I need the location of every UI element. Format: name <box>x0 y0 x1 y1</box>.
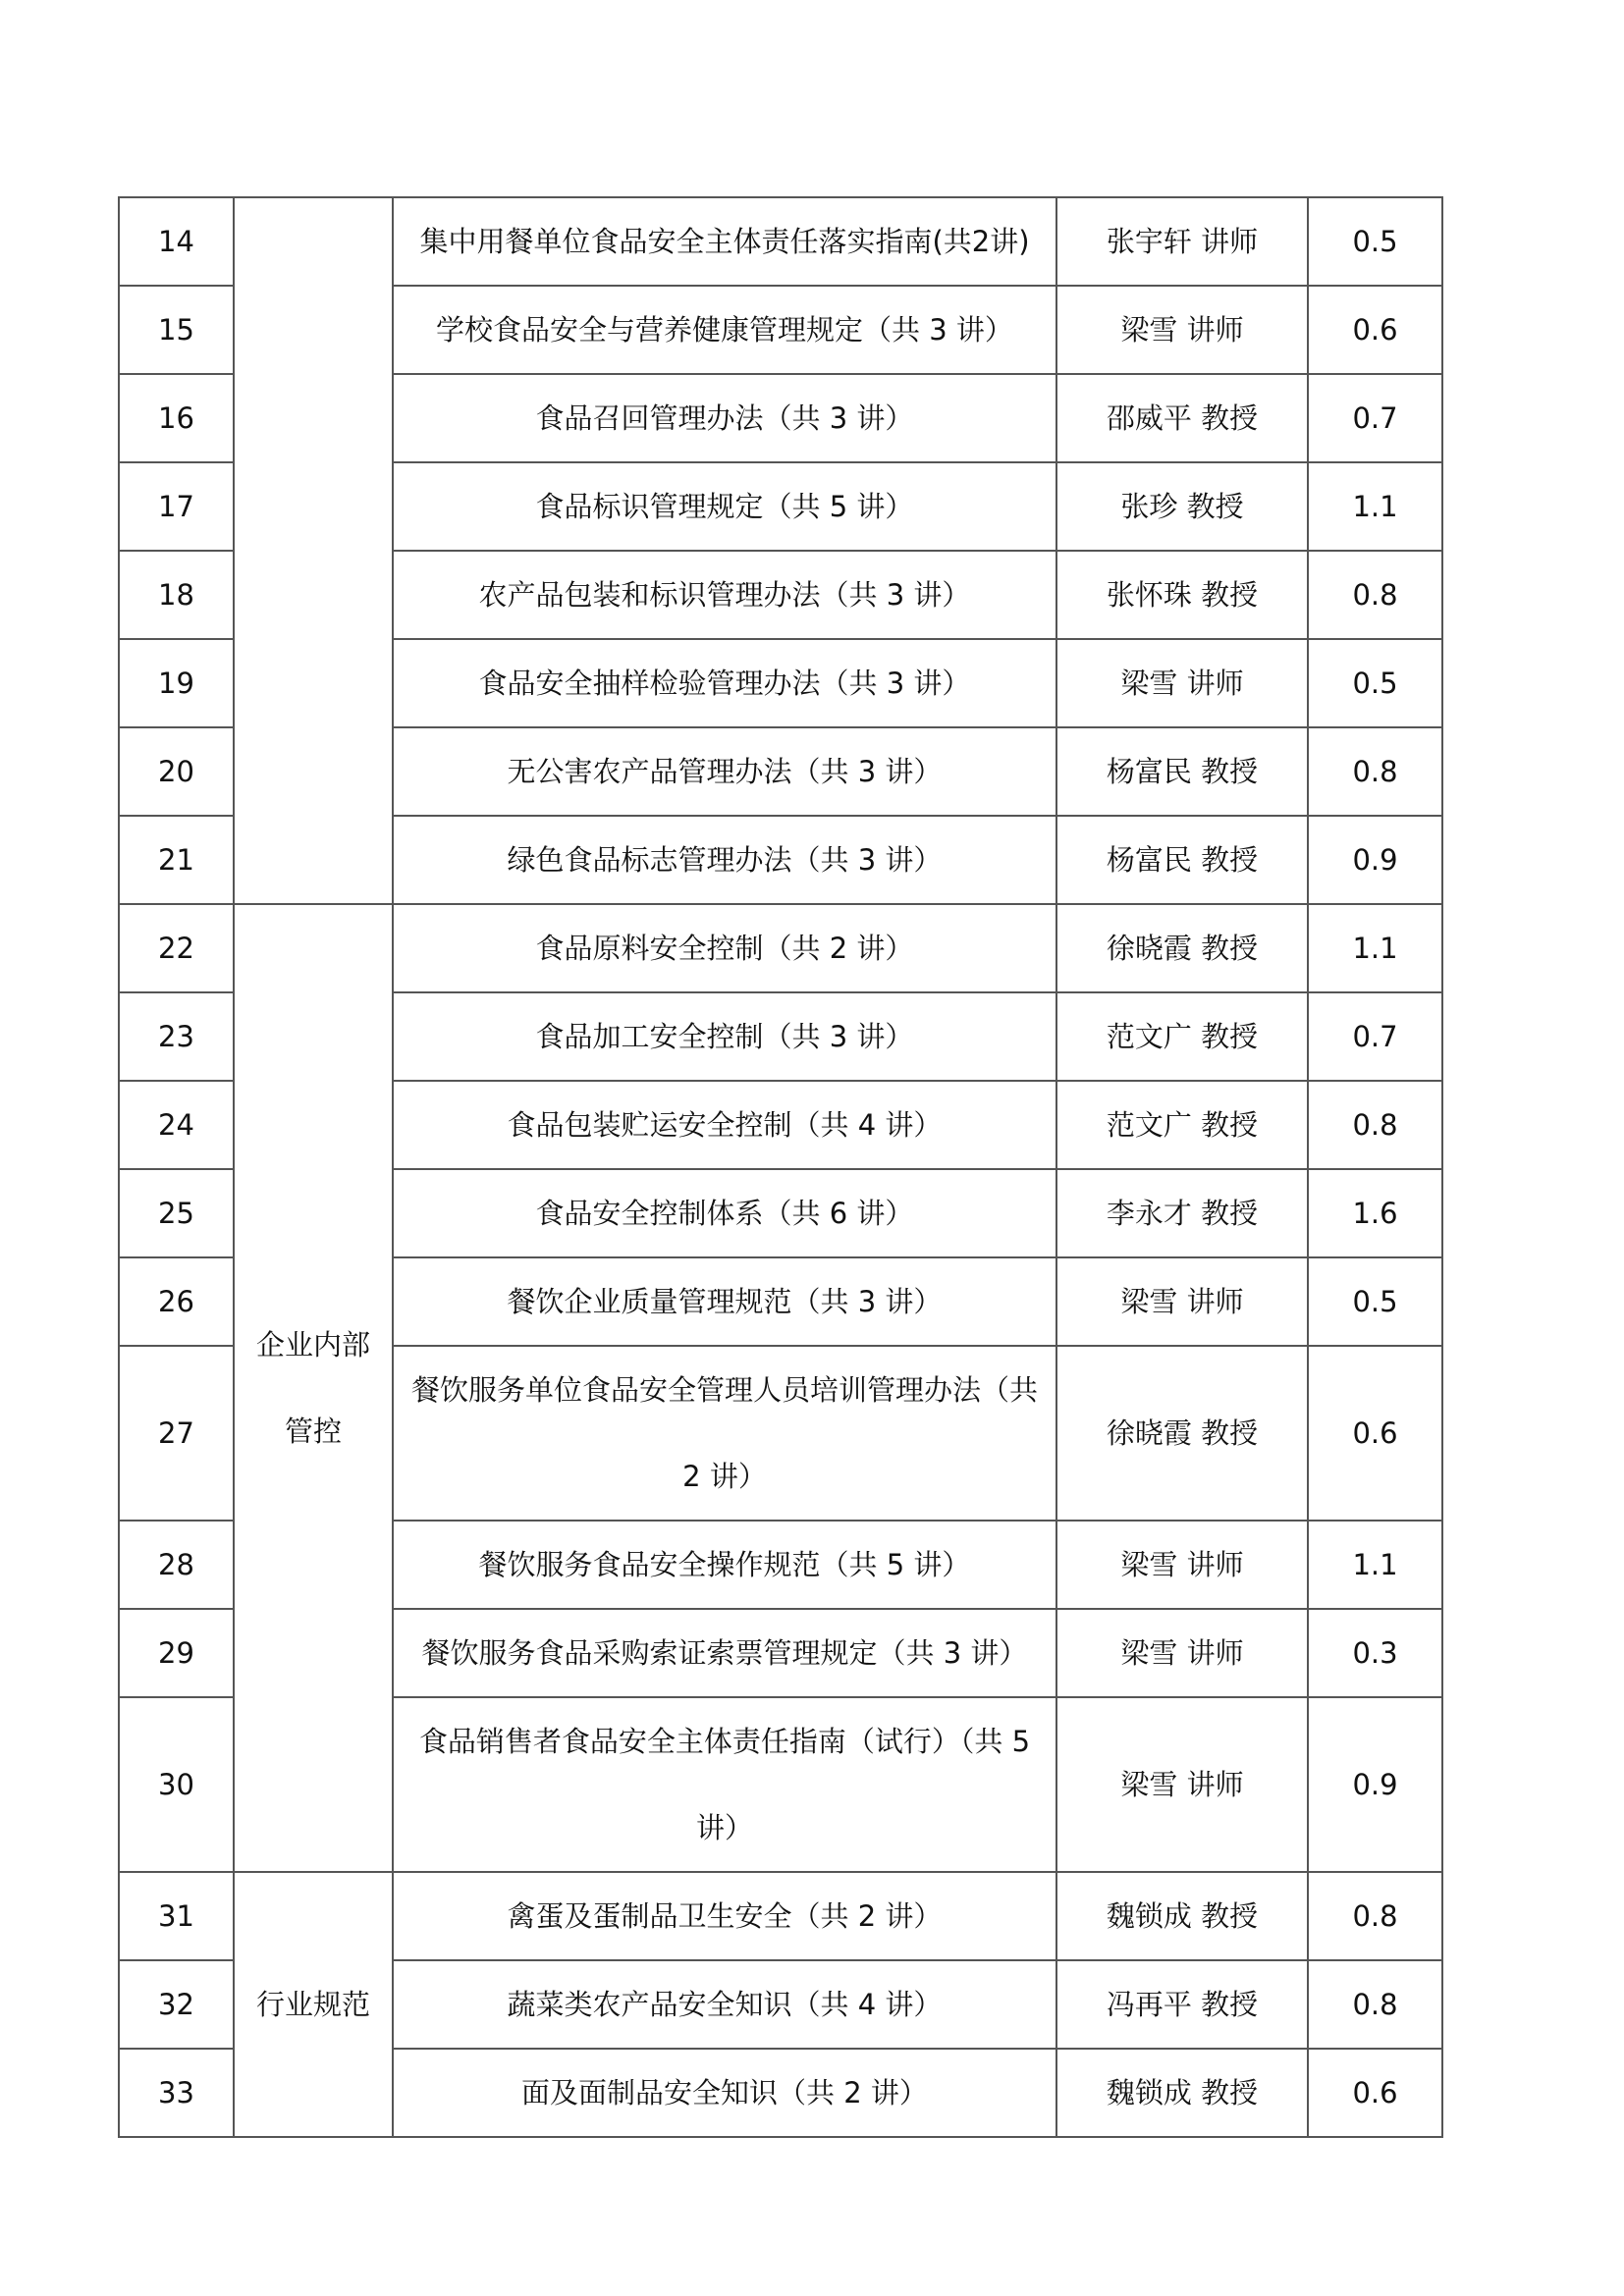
teacher: 梁雪 讲师 <box>1056 639 1308 727</box>
course-title: 无公害农产品管理办法（共 3 讲） <box>393 727 1056 816</box>
teacher: 魏锁成 教授 <box>1056 1872 1308 1960</box>
credit-hours: 0.8 <box>1308 1960 1442 2049</box>
course-title: 集中用餐单位食品安全主体责任落实指南(共2讲) <box>393 197 1056 286</box>
course-title: 学校食品安全与营养健康管理规定（共 3 讲） <box>393 286 1056 374</box>
category-label-line1: 企业内部 <box>255 1328 370 1362</box>
row-number: 19 <box>119 639 234 727</box>
row-number: 17 <box>119 462 234 551</box>
teacher: 梁雪 讲师 <box>1056 1257 1308 1346</box>
row-number: 15 <box>119 286 234 374</box>
course-title: 绿色食品标志管理办法（共 3 讲） <box>393 816 1056 904</box>
credit-hours: 0.6 <box>1308 286 1442 374</box>
course-title: 食品安全抽样检验管理办法（共 3 讲） <box>393 639 1056 727</box>
row-number: 29 <box>119 1609 234 1697</box>
credit-hours: 0.6 <box>1308 2049 1442 2137</box>
row-number: 20 <box>119 727 234 816</box>
row-number: 22 <box>119 904 234 992</box>
credit-hours: 0.3 <box>1308 1609 1442 1697</box>
course-title: 食品加工安全控制（共 3 讲） <box>393 992 1056 1081</box>
row-number: 28 <box>119 1521 234 1609</box>
credit-hours: 0.7 <box>1308 992 1442 1081</box>
teacher: 张珍 教授 <box>1056 462 1308 551</box>
row-number: 25 <box>119 1169 234 1257</box>
credit-hours: 0.9 <box>1308 1697 1442 1872</box>
table-row <box>119 904 1442 992</box>
course-title: 餐饮服务单位食品安全管理人员培训管理办法（共 2 讲） <box>393 1346 1056 1521</box>
course-title: 食品安全控制体系（共 6 讲） <box>393 1169 1056 1257</box>
course-title: 餐饮服务食品采购索证索票管理规定（共 3 讲） <box>393 1609 1056 1697</box>
row-number: 21 <box>119 816 234 904</box>
credit-hours: 1.1 <box>1308 1521 1442 1609</box>
course-title: 蔬菜类农产品安全知识（共 4 讲） <box>393 1960 1056 2049</box>
course-title: 禽蛋及蛋制品卫生安全（共 2 讲） <box>393 1872 1056 1960</box>
course-title: 食品销售者食品安全主体责任指南（试行）（共 5 讲） <box>393 1697 1056 1872</box>
category-cell <box>234 904 393 1872</box>
credit-hours: 0.5 <box>1308 639 1442 727</box>
course-title: 食品原料安全控制（共 2 讲） <box>393 904 1056 992</box>
row-number: 23 <box>119 992 234 1081</box>
row-number: 33 <box>119 2049 234 2137</box>
teacher: 梁雪 讲师 <box>1056 1609 1308 1697</box>
course-title: 食品标识管理规定（共 5 讲） <box>393 462 1056 551</box>
teacher: 邵威平 教授 <box>1056 374 1308 462</box>
teacher: 范文广 教授 <box>1056 1081 1308 1169</box>
row-number: 32 <box>119 1960 234 2049</box>
credit-hours: 0.5 <box>1308 197 1442 286</box>
teacher: 张怀珠 教授 <box>1056 551 1308 639</box>
teacher: 梁雪 讲师 <box>1056 286 1308 374</box>
table-row <box>119 1872 1442 1960</box>
course-title: 面及面制品安全知识（共 2 讲） <box>393 2049 1056 2137</box>
credit-hours: 0.5 <box>1308 1257 1442 1346</box>
teacher: 魏锁成 教授 <box>1056 2049 1308 2137</box>
row-number: 27 <box>119 1346 234 1521</box>
teacher: 梁雪 讲师 <box>1056 1521 1308 1609</box>
row-number: 24 <box>119 1081 234 1169</box>
teacher: 杨富民 教授 <box>1056 816 1308 904</box>
credit-hours: 0.9 <box>1308 816 1442 904</box>
credit-hours: 1.6 <box>1308 1169 1442 1257</box>
course-table <box>118 196 1443 2138</box>
row-number: 16 <box>119 374 234 462</box>
credit-hours: 1.1 <box>1308 904 1442 992</box>
row-number: 26 <box>119 1257 234 1346</box>
credit-hours: 0.8 <box>1308 727 1442 816</box>
teacher: 李永才 教授 <box>1056 1169 1308 1257</box>
credit-hours: 0.8 <box>1308 551 1442 639</box>
teacher: 徐晓霞 教授 <box>1056 1346 1308 1521</box>
course-title: 农产品包装和标识管理办法（共 3 讲） <box>393 551 1056 639</box>
teacher: 杨富民 教授 <box>1056 727 1308 816</box>
credit-hours: 1.1 <box>1308 462 1442 551</box>
row-number: 14 <box>119 197 234 286</box>
course-title: 食品包装贮运安全控制（共 4 讲） <box>393 1081 1056 1169</box>
row-number: 31 <box>119 1872 234 1960</box>
row-number: 30 <box>119 1697 234 1872</box>
table-row <box>119 197 1442 286</box>
course-title: 餐饮企业质量管理规范（共 3 讲） <box>393 1257 1056 1346</box>
teacher: 梁雪 讲师 <box>1056 1697 1308 1872</box>
credit-hours: 0.8 <box>1308 1081 1442 1169</box>
teacher: 徐晓霞 教授 <box>1056 904 1308 992</box>
teacher: 范文广 教授 <box>1056 992 1308 1081</box>
course-title: 餐饮服务食品安全操作规范（共 5 讲） <box>393 1521 1056 1609</box>
category-cell <box>234 197 393 904</box>
course-title: 食品召回管理办法（共 3 讲） <box>393 374 1056 462</box>
category-cell: 行业规范 <box>234 1872 393 2137</box>
row-number: 18 <box>119 551 234 639</box>
teacher: 张宇轩 讲师 <box>1056 197 1308 286</box>
credit-hours: 0.6 <box>1308 1346 1442 1521</box>
category-label-line2: 管控 <box>284 1415 342 1448</box>
teacher: 冯再平 教授 <box>1056 1960 1308 2049</box>
credit-hours: 0.8 <box>1308 1872 1442 1960</box>
credit-hours: 0.7 <box>1308 374 1442 462</box>
